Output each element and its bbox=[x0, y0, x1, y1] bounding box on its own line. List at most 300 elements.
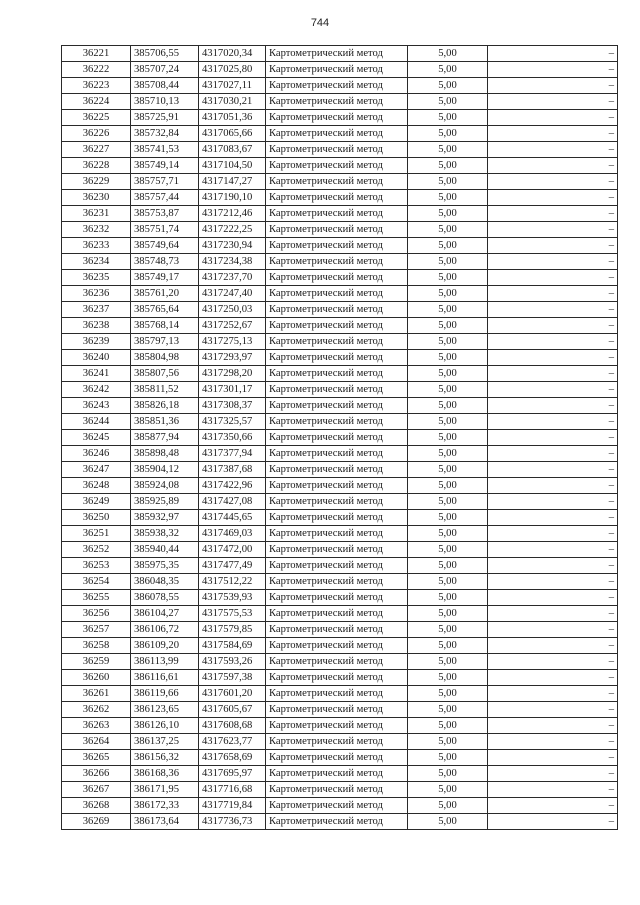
accuracy-cell: 5,00 bbox=[408, 814, 488, 830]
y-coordinate-cell: 4317020,34 bbox=[199, 46, 266, 62]
point-number-cell: 36258 bbox=[62, 638, 131, 654]
x-coordinate-cell: 385761,20 bbox=[131, 286, 199, 302]
x-coordinate-cell: 386168,36 bbox=[131, 766, 199, 782]
y-coordinate-cell: 4317222,25 bbox=[199, 222, 266, 238]
accuracy-cell: 5,00 bbox=[408, 398, 488, 414]
y-coordinate-cell: 4317601,20 bbox=[199, 686, 266, 702]
accuracy-cell: 5,00 bbox=[408, 302, 488, 318]
accuracy-cell: 5,00 bbox=[408, 174, 488, 190]
extra-cell: – bbox=[488, 414, 618, 430]
y-coordinate-cell: 4317190,10 bbox=[199, 190, 266, 206]
table-row bbox=[62, 782, 618, 798]
extra-cell: – bbox=[488, 302, 618, 318]
extra-cell: – bbox=[488, 462, 618, 478]
table-row bbox=[62, 702, 618, 718]
accuracy-cell: 5,00 bbox=[408, 622, 488, 638]
point-number-cell: 36248 bbox=[62, 478, 131, 494]
method-cell: Картометрический метод bbox=[266, 94, 408, 110]
y-coordinate-cell: 4317308,37 bbox=[199, 398, 266, 414]
extra-cell: – bbox=[488, 766, 618, 782]
method-cell: Картометрический метод bbox=[266, 110, 408, 126]
extra-cell: – bbox=[488, 174, 618, 190]
table-row bbox=[62, 174, 618, 190]
table-row bbox=[62, 590, 618, 606]
table-row bbox=[62, 686, 618, 702]
y-coordinate-cell: 4317293,97 bbox=[199, 350, 266, 366]
method-cell: Картометрический метод bbox=[266, 622, 408, 638]
point-number-cell: 36241 bbox=[62, 366, 131, 382]
x-coordinate-cell: 385751,74 bbox=[131, 222, 199, 238]
y-coordinate-cell: 4317275,13 bbox=[199, 334, 266, 350]
point-number-cell: 36259 bbox=[62, 654, 131, 670]
x-coordinate-cell: 386104,27 bbox=[131, 606, 199, 622]
accuracy-cell: 5,00 bbox=[408, 62, 488, 78]
y-coordinate-cell: 4317027,11 bbox=[199, 78, 266, 94]
method-cell: Картометрический метод bbox=[266, 270, 408, 286]
point-number-cell: 36265 bbox=[62, 750, 131, 766]
table-row bbox=[62, 734, 618, 750]
method-cell: Картометрический метод bbox=[266, 254, 408, 270]
extra-cell: – bbox=[488, 558, 618, 574]
y-coordinate-cell: 4317065,66 bbox=[199, 126, 266, 142]
x-coordinate-cell: 385710,13 bbox=[131, 94, 199, 110]
extra-cell: – bbox=[488, 78, 618, 94]
accuracy-cell: 5,00 bbox=[408, 366, 488, 382]
x-coordinate-cell: 385811,52 bbox=[131, 382, 199, 398]
extra-cell: – bbox=[488, 606, 618, 622]
extra-cell: – bbox=[488, 206, 618, 222]
table-row bbox=[62, 670, 618, 686]
accuracy-cell: 5,00 bbox=[408, 270, 488, 286]
extra-cell: – bbox=[488, 734, 618, 750]
method-cell: Картометрический метод bbox=[266, 654, 408, 670]
x-coordinate-cell: 386078,55 bbox=[131, 590, 199, 606]
method-cell: Картометрический метод bbox=[266, 366, 408, 382]
x-coordinate-cell: 385753,87 bbox=[131, 206, 199, 222]
extra-cell: – bbox=[488, 798, 618, 814]
y-coordinate-cell: 4317147,27 bbox=[199, 174, 266, 190]
extra-cell: – bbox=[488, 510, 618, 526]
x-coordinate-cell: 385748,73 bbox=[131, 254, 199, 270]
method-cell: Картометрический метод bbox=[266, 174, 408, 190]
point-number-cell: 36243 bbox=[62, 398, 131, 414]
point-number-cell: 36239 bbox=[62, 334, 131, 350]
method-cell: Картометрический метод bbox=[266, 238, 408, 254]
table-row bbox=[62, 622, 618, 638]
accuracy-cell: 5,00 bbox=[408, 414, 488, 430]
extra-cell: – bbox=[488, 494, 618, 510]
y-coordinate-cell: 4317212,46 bbox=[199, 206, 266, 222]
table-row bbox=[62, 510, 618, 526]
accuracy-cell: 5,00 bbox=[408, 462, 488, 478]
method-cell: Картометрический метод bbox=[266, 638, 408, 654]
y-coordinate-cell: 4317325,57 bbox=[199, 414, 266, 430]
method-cell: Картометрический метод bbox=[266, 430, 408, 446]
accuracy-cell: 5,00 bbox=[408, 606, 488, 622]
accuracy-cell: 5,00 bbox=[408, 158, 488, 174]
extra-cell: – bbox=[488, 46, 618, 62]
x-coordinate-cell: 386048,35 bbox=[131, 574, 199, 590]
y-coordinate-cell: 4317387,68 bbox=[199, 462, 266, 478]
x-coordinate-cell: 385975,35 bbox=[131, 558, 199, 574]
point-number-cell: 36253 bbox=[62, 558, 131, 574]
extra-cell: – bbox=[488, 222, 618, 238]
x-coordinate-cell: 386156,32 bbox=[131, 750, 199, 766]
table-row bbox=[62, 286, 618, 302]
x-coordinate-cell: 385807,56 bbox=[131, 366, 199, 382]
y-coordinate-cell: 4317030,21 bbox=[199, 94, 266, 110]
x-coordinate-cell: 385768,14 bbox=[131, 318, 199, 334]
point-number-cell: 36260 bbox=[62, 670, 131, 686]
point-number-cell: 36240 bbox=[62, 350, 131, 366]
x-coordinate-cell: 385924,08 bbox=[131, 478, 199, 494]
extra-cell: – bbox=[488, 94, 618, 110]
table-row bbox=[62, 302, 618, 318]
method-cell: Картометрический метод bbox=[266, 206, 408, 222]
y-coordinate-cell: 4317593,26 bbox=[199, 654, 266, 670]
extra-cell: – bbox=[488, 190, 618, 206]
table-row bbox=[62, 62, 618, 78]
table-row bbox=[62, 142, 618, 158]
extra-cell: – bbox=[488, 814, 618, 830]
method-cell: Картометрический метод bbox=[266, 798, 408, 814]
table-row bbox=[62, 94, 618, 110]
table-row bbox=[62, 766, 618, 782]
accuracy-cell: 5,00 bbox=[408, 638, 488, 654]
x-coordinate-cell: 386172,33 bbox=[131, 798, 199, 814]
x-coordinate-cell: 386119,66 bbox=[131, 686, 199, 702]
y-coordinate-cell: 4317298,20 bbox=[199, 366, 266, 382]
accuracy-cell: 5,00 bbox=[408, 190, 488, 206]
extra-cell: – bbox=[488, 334, 618, 350]
method-cell: Картометрический метод bbox=[266, 542, 408, 558]
extra-cell: – bbox=[488, 718, 618, 734]
x-coordinate-cell: 386126,10 bbox=[131, 718, 199, 734]
accuracy-cell: 5,00 bbox=[408, 702, 488, 718]
point-number-cell: 36257 bbox=[62, 622, 131, 638]
x-coordinate-cell: 385708,44 bbox=[131, 78, 199, 94]
point-number-cell: 36231 bbox=[62, 206, 131, 222]
point-number-cell: 36255 bbox=[62, 590, 131, 606]
method-cell: Картометрический метод bbox=[266, 702, 408, 718]
x-coordinate-cell: 385765,64 bbox=[131, 302, 199, 318]
table-row bbox=[62, 558, 618, 574]
y-coordinate-cell: 4317477,49 bbox=[199, 558, 266, 574]
extra-cell: – bbox=[488, 782, 618, 798]
method-cell: Картометрический метод bbox=[266, 190, 408, 206]
x-coordinate-cell: 385804,98 bbox=[131, 350, 199, 366]
method-cell: Картометрический метод bbox=[266, 382, 408, 398]
extra-cell: – bbox=[488, 430, 618, 446]
method-cell: Картометрический метод bbox=[266, 478, 408, 494]
x-coordinate-cell: 385741,53 bbox=[131, 142, 199, 158]
point-number-cell: 36263 bbox=[62, 718, 131, 734]
method-cell: Картометрический метод bbox=[266, 734, 408, 750]
method-cell: Картометрический метод bbox=[266, 590, 408, 606]
method-cell: Картометрический метод bbox=[266, 558, 408, 574]
table-row bbox=[62, 158, 618, 174]
y-coordinate-cell: 4317584,69 bbox=[199, 638, 266, 654]
point-number-cell: 36234 bbox=[62, 254, 131, 270]
page-number: 744 bbox=[310, 17, 330, 29]
extra-cell: – bbox=[488, 750, 618, 766]
table-row bbox=[62, 318, 618, 334]
x-coordinate-cell: 386116,61 bbox=[131, 670, 199, 686]
accuracy-cell: 5,00 bbox=[408, 318, 488, 334]
point-number-cell: 36244 bbox=[62, 414, 131, 430]
extra-cell: – bbox=[488, 702, 618, 718]
table-row bbox=[62, 574, 618, 590]
point-number-cell: 36247 bbox=[62, 462, 131, 478]
extra-cell: – bbox=[488, 542, 618, 558]
table-row bbox=[62, 366, 618, 382]
x-coordinate-cell: 385826,18 bbox=[131, 398, 199, 414]
y-coordinate-cell: 4317250,03 bbox=[199, 302, 266, 318]
x-coordinate-cell: 385757,44 bbox=[131, 190, 199, 206]
x-coordinate-cell: 386113,99 bbox=[131, 654, 199, 670]
x-coordinate-cell: 385938,32 bbox=[131, 526, 199, 542]
extra-cell: – bbox=[488, 238, 618, 254]
table-row bbox=[62, 126, 618, 142]
point-number-cell: 36262 bbox=[62, 702, 131, 718]
extra-cell: – bbox=[488, 526, 618, 542]
method-cell: Картометрический метод bbox=[266, 670, 408, 686]
table-row bbox=[62, 238, 618, 254]
table-row bbox=[62, 542, 618, 558]
accuracy-cell: 5,00 bbox=[408, 110, 488, 126]
table-row bbox=[62, 446, 618, 462]
point-number-cell: 36266 bbox=[62, 766, 131, 782]
x-coordinate-cell: 385749,14 bbox=[131, 158, 199, 174]
table-row bbox=[62, 414, 618, 430]
table-row bbox=[62, 494, 618, 510]
table-row bbox=[62, 398, 618, 414]
accuracy-cell: 5,00 bbox=[408, 254, 488, 270]
method-cell: Картометрический метод bbox=[266, 302, 408, 318]
table-row bbox=[62, 78, 618, 94]
table-row bbox=[62, 478, 618, 494]
accuracy-cell: 5,00 bbox=[408, 142, 488, 158]
accuracy-cell: 5,00 bbox=[408, 670, 488, 686]
y-coordinate-cell: 4317051,36 bbox=[199, 110, 266, 126]
y-coordinate-cell: 4317719,84 bbox=[199, 798, 266, 814]
extra-cell: – bbox=[488, 126, 618, 142]
point-number-cell: 36246 bbox=[62, 446, 131, 462]
extra-cell: – bbox=[488, 638, 618, 654]
point-number-cell: 36238 bbox=[62, 318, 131, 334]
method-cell: Картометрический метод bbox=[266, 414, 408, 430]
method-cell: Картометрический метод bbox=[266, 766, 408, 782]
extra-cell: – bbox=[488, 350, 618, 366]
accuracy-cell: 5,00 bbox=[408, 46, 488, 62]
x-coordinate-cell: 386173,64 bbox=[131, 814, 199, 830]
point-number-cell: 36227 bbox=[62, 142, 131, 158]
point-number-cell: 36230 bbox=[62, 190, 131, 206]
table-row bbox=[62, 814, 618, 830]
point-number-cell: 36256 bbox=[62, 606, 131, 622]
x-coordinate-cell: 385898,48 bbox=[131, 446, 199, 462]
accuracy-cell: 5,00 bbox=[408, 526, 488, 542]
accuracy-cell: 5,00 bbox=[408, 510, 488, 526]
table-row bbox=[62, 110, 618, 126]
table-row bbox=[62, 606, 618, 622]
extra-cell: – bbox=[488, 478, 618, 494]
point-number-cell: 36269 bbox=[62, 814, 131, 830]
y-coordinate-cell: 4317579,85 bbox=[199, 622, 266, 638]
accuracy-cell: 5,00 bbox=[408, 382, 488, 398]
y-coordinate-cell: 4317377,94 bbox=[199, 446, 266, 462]
extra-cell: – bbox=[488, 654, 618, 670]
accuracy-cell: 5,00 bbox=[408, 734, 488, 750]
extra-cell: – bbox=[488, 270, 618, 286]
y-coordinate-cell: 4317252,67 bbox=[199, 318, 266, 334]
y-coordinate-cell: 4317597,38 bbox=[199, 670, 266, 686]
y-coordinate-cell: 4317247,40 bbox=[199, 286, 266, 302]
extra-cell: – bbox=[488, 318, 618, 334]
method-cell: Картометрический метод bbox=[266, 398, 408, 414]
x-coordinate-cell: 385797,13 bbox=[131, 334, 199, 350]
point-number-cell: 36229 bbox=[62, 174, 131, 190]
method-cell: Картометрический метод bbox=[266, 222, 408, 238]
x-coordinate-cell: 386106,72 bbox=[131, 622, 199, 638]
point-number-cell: 36242 bbox=[62, 382, 131, 398]
table-body bbox=[62, 46, 618, 830]
y-coordinate-cell: 4317234,38 bbox=[199, 254, 266, 270]
point-number-cell: 36261 bbox=[62, 686, 131, 702]
accuracy-cell: 5,00 bbox=[408, 686, 488, 702]
table-row bbox=[62, 46, 618, 62]
y-coordinate-cell: 4317575,53 bbox=[199, 606, 266, 622]
y-coordinate-cell: 4317083,67 bbox=[199, 142, 266, 158]
accuracy-cell: 5,00 bbox=[408, 350, 488, 366]
x-coordinate-cell: 386123,65 bbox=[131, 702, 199, 718]
point-number-cell: 36223 bbox=[62, 78, 131, 94]
y-coordinate-cell: 4317445,65 bbox=[199, 510, 266, 526]
x-coordinate-cell: 385851,36 bbox=[131, 414, 199, 430]
extra-cell: – bbox=[488, 622, 618, 638]
method-cell: Картометрический метод bbox=[266, 686, 408, 702]
y-coordinate-cell: 4317608,68 bbox=[199, 718, 266, 734]
accuracy-cell: 5,00 bbox=[408, 654, 488, 670]
table-row bbox=[62, 382, 618, 398]
accuracy-cell: 5,00 bbox=[408, 542, 488, 558]
method-cell: Картометрический метод bbox=[266, 606, 408, 622]
y-coordinate-cell: 4317427,08 bbox=[199, 494, 266, 510]
point-number-cell: 36233 bbox=[62, 238, 131, 254]
method-cell: Картометрический метод bbox=[266, 350, 408, 366]
method-cell: Картометрический метод bbox=[266, 814, 408, 830]
y-coordinate-cell: 4317350,66 bbox=[199, 430, 266, 446]
x-coordinate-cell: 385706,55 bbox=[131, 46, 199, 62]
point-number-cell: 36250 bbox=[62, 510, 131, 526]
accuracy-cell: 5,00 bbox=[408, 494, 488, 510]
accuracy-cell: 5,00 bbox=[408, 94, 488, 110]
point-number-cell: 36232 bbox=[62, 222, 131, 238]
x-coordinate-cell: 385932,97 bbox=[131, 510, 199, 526]
table-row bbox=[62, 430, 618, 446]
extra-cell: – bbox=[488, 366, 618, 382]
accuracy-cell: 5,00 bbox=[408, 574, 488, 590]
point-number-cell: 36267 bbox=[62, 782, 131, 798]
y-coordinate-cell: 4317230,94 bbox=[199, 238, 266, 254]
accuracy-cell: 5,00 bbox=[408, 238, 488, 254]
method-cell: Картометрический метод bbox=[266, 782, 408, 798]
point-number-cell: 36226 bbox=[62, 126, 131, 142]
method-cell: Картометрический метод bbox=[266, 494, 408, 510]
table-row bbox=[62, 654, 618, 670]
x-coordinate-cell: 385940,44 bbox=[131, 542, 199, 558]
table-row bbox=[62, 462, 618, 478]
y-coordinate-cell: 4317104,50 bbox=[199, 158, 266, 174]
accuracy-cell: 5,00 bbox=[408, 446, 488, 462]
method-cell: Картометрический метод bbox=[266, 62, 408, 78]
x-coordinate-cell: 386109,20 bbox=[131, 638, 199, 654]
table-row bbox=[62, 526, 618, 542]
accuracy-cell: 5,00 bbox=[408, 590, 488, 606]
extra-cell: – bbox=[488, 686, 618, 702]
extra-cell: – bbox=[488, 158, 618, 174]
table-row bbox=[62, 222, 618, 238]
table-row bbox=[62, 254, 618, 270]
y-coordinate-cell: 4317469,03 bbox=[199, 526, 266, 542]
method-cell: Картометрический метод bbox=[266, 46, 408, 62]
method-cell: Картометрический метод bbox=[266, 126, 408, 142]
method-cell: Картометрический метод bbox=[266, 334, 408, 350]
accuracy-cell: 5,00 bbox=[408, 750, 488, 766]
method-cell: Картометрический метод bbox=[266, 526, 408, 542]
accuracy-cell: 5,00 bbox=[408, 718, 488, 734]
method-cell: Картометрический метод bbox=[266, 718, 408, 734]
y-coordinate-cell: 4317422,96 bbox=[199, 478, 266, 494]
table-row bbox=[62, 638, 618, 654]
point-number-cell: 36228 bbox=[62, 158, 131, 174]
method-cell: Картометрический метод bbox=[266, 462, 408, 478]
y-coordinate-cell: 4317658,69 bbox=[199, 750, 266, 766]
method-cell: Картометрический метод bbox=[266, 510, 408, 526]
x-coordinate-cell: 385725,91 bbox=[131, 110, 199, 126]
x-coordinate-cell: 385749,64 bbox=[131, 238, 199, 254]
table-row bbox=[62, 190, 618, 206]
method-cell: Картометрический метод bbox=[266, 142, 408, 158]
point-number-cell: 36249 bbox=[62, 494, 131, 510]
point-number-cell: 36237 bbox=[62, 302, 131, 318]
extra-cell: – bbox=[488, 398, 618, 414]
method-cell: Картометрический метод bbox=[266, 574, 408, 590]
table-row bbox=[62, 206, 618, 222]
y-coordinate-cell: 4317716,68 bbox=[199, 782, 266, 798]
coordinates-table bbox=[61, 45, 618, 830]
method-cell: Картометрический метод bbox=[266, 750, 408, 766]
y-coordinate-cell: 4317539,93 bbox=[199, 590, 266, 606]
y-coordinate-cell: 4317623,77 bbox=[199, 734, 266, 750]
method-cell: Картометрический метод bbox=[266, 446, 408, 462]
table-row bbox=[62, 350, 618, 366]
extra-cell: – bbox=[488, 142, 618, 158]
method-cell: Картометрический метод bbox=[266, 318, 408, 334]
x-coordinate-cell: 385925,89 bbox=[131, 494, 199, 510]
x-coordinate-cell: 385732,84 bbox=[131, 126, 199, 142]
x-coordinate-cell: 386171,95 bbox=[131, 782, 199, 798]
point-number-cell: 36222 bbox=[62, 62, 131, 78]
accuracy-cell: 5,00 bbox=[408, 430, 488, 446]
point-number-cell: 36251 bbox=[62, 526, 131, 542]
y-coordinate-cell: 4317512,22 bbox=[199, 574, 266, 590]
extra-cell: – bbox=[488, 110, 618, 126]
accuracy-cell: 5,00 bbox=[408, 798, 488, 814]
extra-cell: – bbox=[488, 286, 618, 302]
y-coordinate-cell: 4317605,67 bbox=[199, 702, 266, 718]
extra-cell: – bbox=[488, 446, 618, 462]
